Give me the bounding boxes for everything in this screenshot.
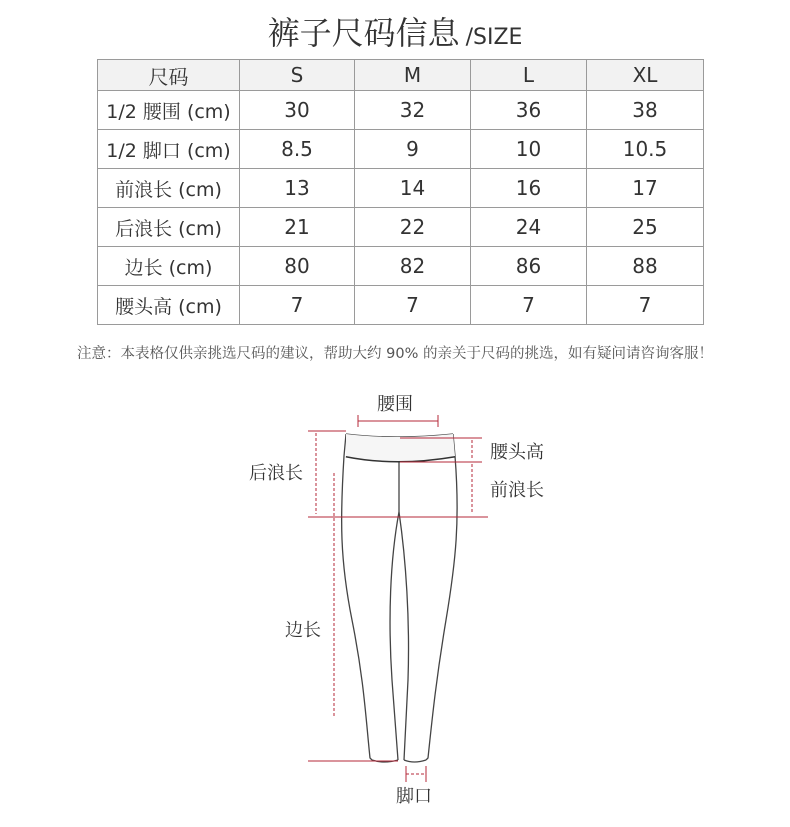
label-waistband-height: 腰头高 — [490, 442, 544, 463]
table-cell: 36 — [471, 91, 587, 130]
table-cell: 82 — [355, 247, 471, 286]
table-cell: 24 — [471, 208, 587, 247]
table-cell: 22 — [355, 208, 471, 247]
row-label: 1/2 脚口 (cm) — [98, 130, 240, 169]
left-inner-seam — [390, 512, 399, 760]
title-main: 裤子尺码信息 — [267, 14, 460, 52]
row-label: 后浪长 (cm) — [98, 208, 240, 247]
table-cell: 21 — [240, 208, 355, 247]
row-label: 1/2 腰围 (cm) — [98, 91, 240, 130]
label-back-rise: 后浪长 — [249, 463, 303, 484]
table-cell: 7 — [587, 286, 704, 325]
table-cell: 7 — [240, 286, 355, 325]
table-cell: 14 — [355, 169, 471, 208]
label-front-rise: 前浪长 — [490, 480, 544, 501]
table-cell: 9 — [355, 130, 471, 169]
size-note: 注意：本表格仅供亲挑选尺码的建议，帮助大约 90% 的亲关于尺码的挑选，如有疑问请咨询客服！ — [77, 346, 713, 362]
right-hem — [404, 760, 426, 762]
left-outer-seam — [342, 456, 372, 760]
table-cell: 7 — [355, 286, 471, 325]
title-sub: /SIZE — [465, 25, 523, 50]
waistband-left-edge — [344, 434, 346, 456]
table-cell: 86 — [471, 247, 587, 286]
row-label: 前浪长 (cm) — [98, 169, 240, 208]
table-cell: 10.5 — [587, 130, 704, 169]
label-side-length: 边长 — [285, 620, 321, 641]
table-cell: 17 — [587, 169, 704, 208]
table-cell: 80 — [240, 247, 355, 286]
header-xl: XL — [587, 60, 704, 91]
right-outer-seam — [426, 456, 457, 760]
header-m: M — [355, 60, 471, 91]
table-cell: 8.5 — [240, 130, 355, 169]
table-cell: 13 — [240, 169, 355, 208]
table-cell: 32 — [355, 91, 471, 130]
table-cell: 16 — [471, 169, 587, 208]
table-cell: 38 — [587, 91, 704, 130]
table-cell: 25 — [587, 208, 704, 247]
row-label: 腰头高 (cm) — [98, 286, 240, 325]
header-s: S — [240, 60, 355, 91]
pants-outline — [342, 434, 458, 762]
header-l: L — [471, 60, 587, 91]
label-leg-opening: 脚口 — [396, 786, 432, 807]
row-label: 边长 (cm) — [98, 247, 240, 286]
table-cell: 88 — [587, 247, 704, 286]
header-size: 尺码 — [98, 60, 240, 91]
right-inner-seam — [399, 512, 409, 760]
table-cell: 7 — [471, 286, 587, 325]
label-waist: 腰围 — [377, 394, 413, 415]
table-cell: 30 — [240, 91, 355, 130]
table-cell: 10 — [471, 130, 587, 169]
measure-lines — [308, 415, 488, 761]
